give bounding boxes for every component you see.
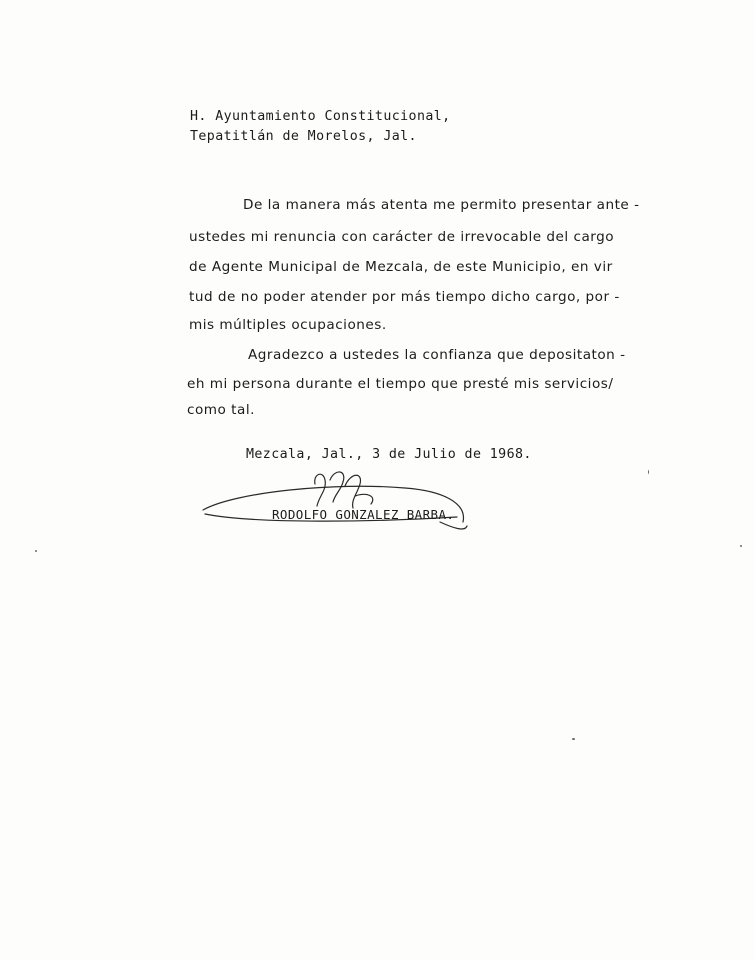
addressee-line-1: H. Ayuntamiento Constitucional, — [190, 109, 451, 124]
body-paragraph-1-line-4: tud de no poder atender por más tiempo dicho cargo, por - — [189, 289, 620, 305]
body-paragraph-2-line-3: como tal. — [187, 402, 255, 418]
paper-speck — [648, 470, 649, 474]
body-paragraph-1-line-3: de Agente Municipal de Mezcala, de este Municipio, en vir — [189, 259, 613, 275]
place-date-line: Mezcala, Jal., 3 de Julio de 1968. — [246, 447, 532, 462]
body-paragraph-2-line-1: Agradezco a ustedes la confianza que depositaton - — [248, 347, 626, 363]
paper-speck — [35, 550, 37, 552]
body-paragraph-2-line-2: eh mi persona durante el tiempo que presté mis servicios/ — [187, 376, 614, 392]
body-paragraph-1-line-1: De la manera más atenta me permito presentar ante - — [243, 197, 640, 213]
body-paragraph-1-line-2: ustedes mi renuncia con carácter de irrevocable del cargo — [189, 229, 615, 245]
body-paragraph-1-line-5: mis múltiples ocupaciones. — [189, 317, 387, 333]
addressee-line-2: Tepatitlán de Morelos, Jal. — [190, 129, 417, 144]
paper-speck — [572, 738, 575, 740]
paper-speck — [740, 545, 742, 547]
signatory-name: RODOLFO GONZALEZ BARBA. — [272, 507, 455, 522]
handwritten-signature — [195, 462, 485, 537]
